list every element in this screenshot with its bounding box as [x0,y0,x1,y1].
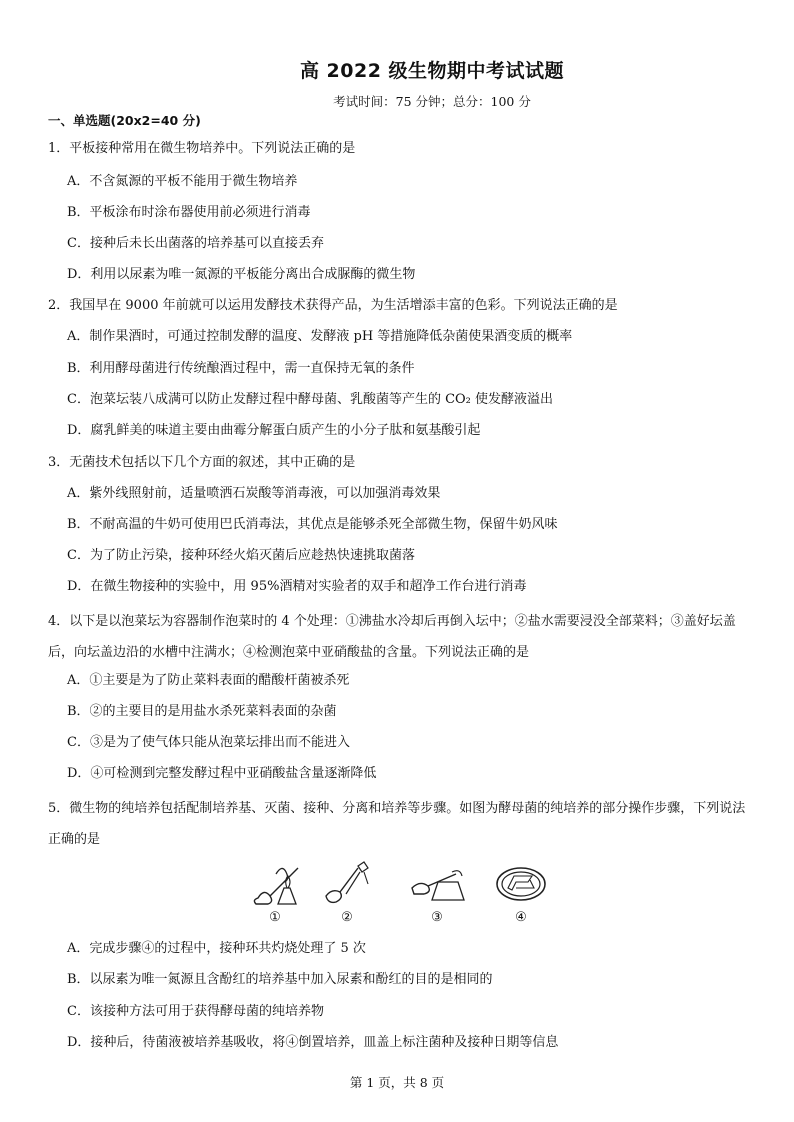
question-5-option-c: C．该接种方法可用于获得酵母菌的纯培养物 [67,1004,324,1019]
streak-plate-icon [402,858,472,908]
inoculation-steps-figure [240,858,560,932]
question-5-option-d: D．接种后，待菌液被培养基吸收，将④倒置培养，皿盖上标注菌种及接种日期等信息 [67,1035,559,1050]
question-1-option-c: C．接种后未长出菌落的培养基可以直接丢弃 [67,236,324,251]
question-1-option-d: D．利用以尿素为唯一氮源的平板能分离出合成脲酶的微生物 [67,267,416,282]
question-1-option-b: B．平板涂布时涂布器使用前必须进行消毒 [67,205,311,220]
question-1-stem: 1．平板接种常用在微生物培养中。下列说法正确的是 [48,141,356,156]
figure-step-4 [486,858,556,932]
question-3-option-b: B．不耐高温的牛奶可使用巴氏消毒法，其优点是能够杀死全部微生物，保留牛奶风味 [67,517,558,532]
figure-label-3: ③ [431,910,443,925]
question-3-stem: 3．无菌技术包括以下几个方面的叙述，其中正确的是 [48,455,356,470]
question-1-option-a: A．不含氮源的平板不能用于微生物培养 [67,174,298,189]
question-4-option-c: C．③是为了使气体只能从泡菜坛排出而不能进入 [67,735,350,750]
question-5-option-a: A．完成步骤④的过程中，接种环共灼烧处理了 5 次 [67,941,366,956]
figure-step-3 [402,858,472,932]
question-3-option-d: D．在微生物接种的实验中，用 95%酒精对实验者的双手和超净工作台进行消毒 [67,579,527,594]
question-4-stem: 4．以下是以泡菜坛为容器制作泡菜时的 4 个处理：①沸盐水冷却后再倒入坛中；②盐水需要浸没全部菜料；③盖好坛盖后，向坛盖边沿的水槽中注满水；④检测泡菜中亚硝酸盐的含量。下列说法正确的是 [48,614,736,660]
question-5-stem: 5．微生物的纯培养包括配制培养基、灭菌、接种、分离和培养等步骤。如图为酵母菌的纯培养的部分操作步骤，下列说法正确的是 [48,801,746,847]
question-2-option-b: B．利用酵母菌进行传统酿酒过程中，需一直保持无氧的条件 [67,361,415,376]
flame-sterilize-icon [240,858,310,908]
section-heading: 一、单选题(20x2=40 分) [48,113,201,128]
figure-step-1 [240,858,310,932]
exam-title: 高 2022 级生物期中考试试题 [299,60,565,82]
question-4-option-d: D．④可检测到完整发酵过程中亚硝酸盐含量逐渐降低 [67,766,377,781]
figure-label-2: ② [341,910,353,925]
question-4-option-a: A．①主要是为了防止菜料表面的醋酸杆菌被杀死 [67,673,350,688]
figure-label-1: ① [269,910,281,925]
exam-subtitle: 考试时间：75 分钟；总分：100 分 [333,94,531,109]
question-2-option-c: C．泡菜坛装八成满可以防止发酵过程中酵母菌、乳酸菌等产生的 CO₂ 使发酵液溢出 [67,392,554,407]
petri-dish-icon [486,858,556,908]
question-2-option-d: D．腐乳鲜美的味道主要由曲霉分解蛋白质产生的小分子肽和氨基酸引起 [67,423,481,438]
question-3-option-a: A．紫外线照射前，适量喷洒石炭酸等消毒液，可以加强消毒效果 [67,486,441,501]
tube-transfer-icon [312,858,382,908]
figure-label-4: ④ [515,910,527,925]
question-2-option-a: A．制作果酒时，可通过控制发酵的温度、发酵液 pH 等措施降低杂菌使果酒变质的概率 [67,329,573,344]
question-2-stem: 2．我国早在 9000 年前就可以运用发酵技术获得产品，为生活增添丰富的色彩。下列说法正确的是 [48,298,618,313]
figure-step-2 [312,858,382,932]
question-3-option-c: C．为了防止污染，接种环经火焰灭菌后应趁热快速挑取菌落 [67,548,415,563]
page-number: 第 1 页，共 8 页 [349,1075,445,1090]
question-5-option-b: B．以尿素为唯一氮源且含酚红的培养基中加入尿素和酚红的目的是相同的 [67,972,493,987]
question-4-option-b: B．②的主要目的是用盐水杀死菜料表面的杂菌 [67,704,337,719]
